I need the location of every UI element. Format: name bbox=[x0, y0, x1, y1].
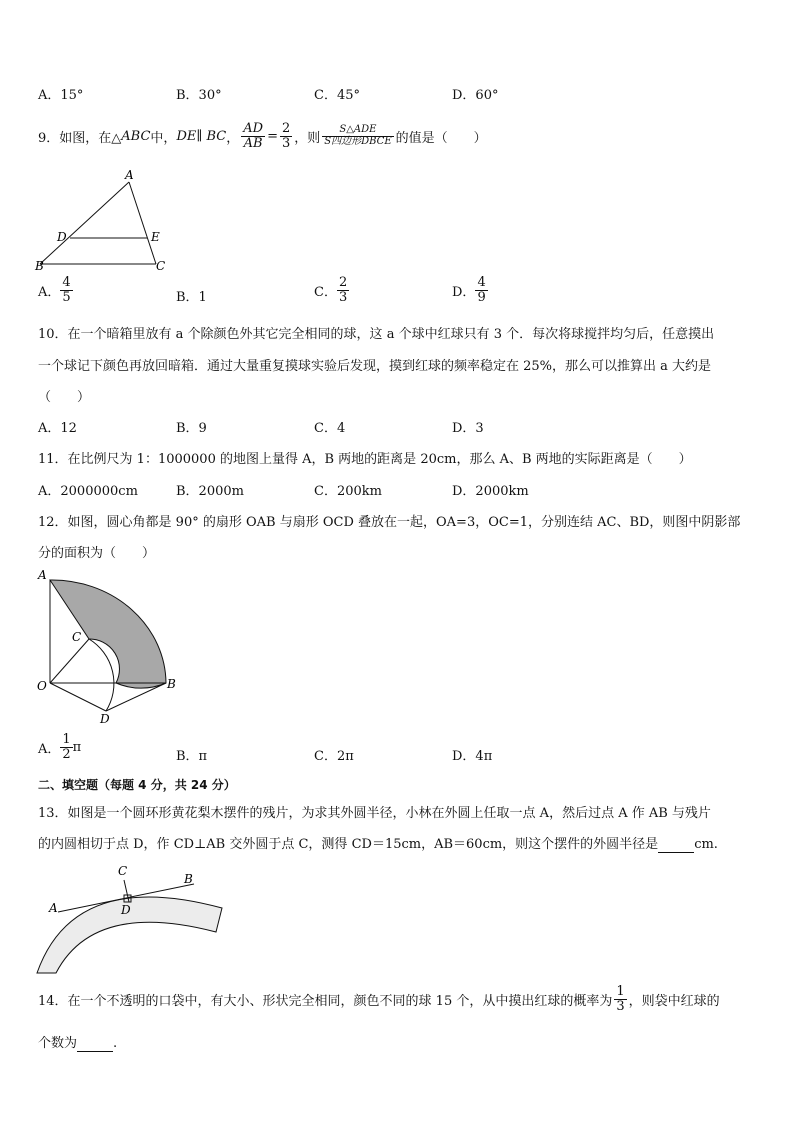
q9-area-fraction bbox=[322, 125, 393, 147]
q9-area-num: S△ADE bbox=[322, 125, 393, 137]
q9-suffix: 的值是（ ） bbox=[395, 130, 487, 146]
q12-option-a-den: 2 bbox=[62, 746, 71, 762]
q9-option-c-num: 2 bbox=[338, 275, 348, 290]
q12-option-a-label: A． bbox=[38, 741, 61, 757]
q14-answer-blank[interactable] bbox=[77, 1036, 113, 1052]
q13-label-a: A bbox=[49, 901, 58, 915]
q9-option-c-label: C． bbox=[314, 284, 337, 300]
q11-line-1: 11．在比例尺为 1：1000000 的地图上量得 A，B 两地的距离是 20cm，那么 A、B 两地的实际距离是（ ） bbox=[38, 452, 692, 467]
q9-then: ，则 bbox=[294, 130, 321, 146]
q14-line-2 bbox=[38, 1032, 117, 1052]
q9-in: 中， bbox=[150, 130, 177, 146]
q9-triangle-figure bbox=[32, 168, 172, 274]
q12-option-b: B．π bbox=[176, 749, 208, 764]
q9-option-a-den: 5 bbox=[62, 289, 71, 305]
q10-line-1: 10．在一个暗箱里放有 a 个除颜色外其它完全相同的球，这 a 个球中红球只有 3 个．每次将球搅拌均匀后，任意摸出 bbox=[38, 327, 715, 342]
q9-value-den: 3 bbox=[281, 135, 291, 151]
q10-option-c: C．4 bbox=[314, 421, 346, 436]
q9-comma: ， bbox=[226, 130, 240, 146]
q13-answer-blank[interactable] bbox=[658, 837, 694, 853]
q10-option-a: A．12 bbox=[38, 421, 77, 436]
q9-label-c: C bbox=[156, 259, 166, 273]
q14-line-1-text: 14．在一个不透明的口袋中，有大小、形状完全相同，颜色不同的球 15 个，从中摸出红球的概率为 bbox=[38, 993, 613, 1009]
q13-unit: cm. bbox=[694, 837, 718, 852]
q12-label-c: C bbox=[72, 630, 82, 644]
q9-option-a bbox=[38, 276, 73, 304]
q11-option-a: A．2000000cm bbox=[38, 484, 138, 499]
q12-option-c: C．2π bbox=[314, 749, 354, 764]
q9-option-d-fraction bbox=[475, 276, 487, 304]
q12-sector-figure bbox=[34, 566, 184, 728]
q14-line-1-end: ，则袋中红球的 bbox=[628, 993, 720, 1009]
q8-option-b: B．30° bbox=[176, 88, 222, 103]
q10-option-b: B．9 bbox=[176, 421, 207, 436]
q13-label-d: D bbox=[121, 903, 131, 917]
q14-probability-fraction bbox=[614, 985, 626, 1013]
q12-option-a bbox=[38, 733, 81, 761]
q14-line-2-text: 个数为 bbox=[38, 1036, 78, 1051]
q9-stem bbox=[38, 122, 487, 150]
q12-option-a-pi: π bbox=[72, 739, 82, 755]
q9-option-d-num: 4 bbox=[477, 275, 486, 290]
q8-option-c: C．45° bbox=[314, 88, 360, 103]
q9-parallel: DE∥ BC bbox=[176, 128, 227, 144]
q9-label-a: A bbox=[125, 168, 134, 182]
q9-area-den: S四边形DBCE bbox=[324, 135, 392, 147]
q12-label-b: B bbox=[167, 677, 176, 691]
q9-triangle-name: ABC bbox=[121, 128, 151, 144]
q13-line-1: 13．如图是一个圆环形黄花梨木摆件的残片，为求其外圆半径，小林在外圆上任取一点 A，然后过点 A 作 AB 与残片 bbox=[38, 806, 711, 821]
q12-option-d: D．4π bbox=[452, 749, 493, 764]
q9-ratio-den: AB bbox=[243, 135, 263, 151]
q8-option-d: D．60° bbox=[452, 88, 499, 103]
q12-label-o: O bbox=[37, 679, 47, 693]
q9-option-b: B．1 bbox=[176, 290, 207, 305]
q10-line-2: 一个球记下颜色再放回暗箱．通过大量重复摸球实验后发现，摸到红球的频率稳定在 25%，那么可以推算出 a 大约是 bbox=[38, 359, 712, 374]
q12-label-a: A bbox=[38, 568, 47, 582]
q9-value-num: 2 bbox=[281, 121, 291, 136]
q9-option-a-fraction bbox=[60, 276, 72, 304]
q10-option-d: D．3 bbox=[452, 421, 484, 436]
q12-option-a-num: 1 bbox=[62, 732, 71, 747]
q9-option-d-label: D． bbox=[452, 284, 476, 300]
section-2-heading: 二、填空题（每题 4 分，共 24 分） bbox=[38, 778, 236, 792]
q11-option-c: C．200km bbox=[314, 484, 382, 499]
q14-period: . bbox=[113, 1036, 118, 1051]
q13-line-2-text: 的内圆相切于点 D，作 CD⊥AB 交外圆于点 C，测得 CD＝15cm，AB＝60cm，则这个摆件的外圆半径是 bbox=[38, 837, 659, 852]
q12-line-2: 分的面积为（ ） bbox=[38, 546, 156, 561]
q9-option-d-den: 9 bbox=[477, 289, 486, 305]
q13-label-b: B bbox=[184, 872, 193, 886]
q9-option-a-num: 4 bbox=[62, 275, 71, 290]
q9-option-c-den: 3 bbox=[338, 289, 348, 305]
q9-value-fraction bbox=[280, 122, 292, 150]
q9-ratio-fraction bbox=[241, 122, 265, 150]
q12-option-a-fraction bbox=[60, 733, 72, 761]
q9-eq: = bbox=[267, 128, 278, 144]
q13-line-2 bbox=[38, 833, 718, 853]
q13-ring-figure bbox=[34, 860, 230, 975]
q9-option-a-label: A． bbox=[38, 284, 61, 300]
q10-line-3: （ ） bbox=[38, 390, 91, 405]
q11-option-d: D．2000km bbox=[452, 484, 529, 499]
q11-option-b: B．2000m bbox=[176, 484, 244, 499]
q14-fraction-num: 1 bbox=[616, 984, 625, 999]
q9-ratio-num: AD bbox=[243, 121, 264, 136]
q9-option-c bbox=[314, 276, 349, 304]
q9-label-d: D bbox=[57, 230, 67, 244]
q9-label-e: E bbox=[151, 230, 160, 244]
q12-label-d: D bbox=[100, 712, 110, 726]
q8-option-a: A．15° bbox=[38, 88, 84, 103]
q9-option-d bbox=[452, 276, 488, 304]
q14-line-1 bbox=[38, 985, 720, 1013]
q13-label-c: C bbox=[118, 864, 128, 878]
q9-prefix: 9．如图，在△ bbox=[38, 130, 122, 146]
q12-line-1: 12．如图，圆心角都是 90° 的扇形 OAB 与扇形 OCD 叠放在一起，OA=3，OC=1，分别连结 AC、BD，则图中阴影部 bbox=[38, 515, 741, 530]
q9-option-c-fraction bbox=[337, 276, 349, 304]
q14-fraction-den: 3 bbox=[616, 998, 625, 1014]
q9-label-b: B bbox=[35, 259, 44, 273]
